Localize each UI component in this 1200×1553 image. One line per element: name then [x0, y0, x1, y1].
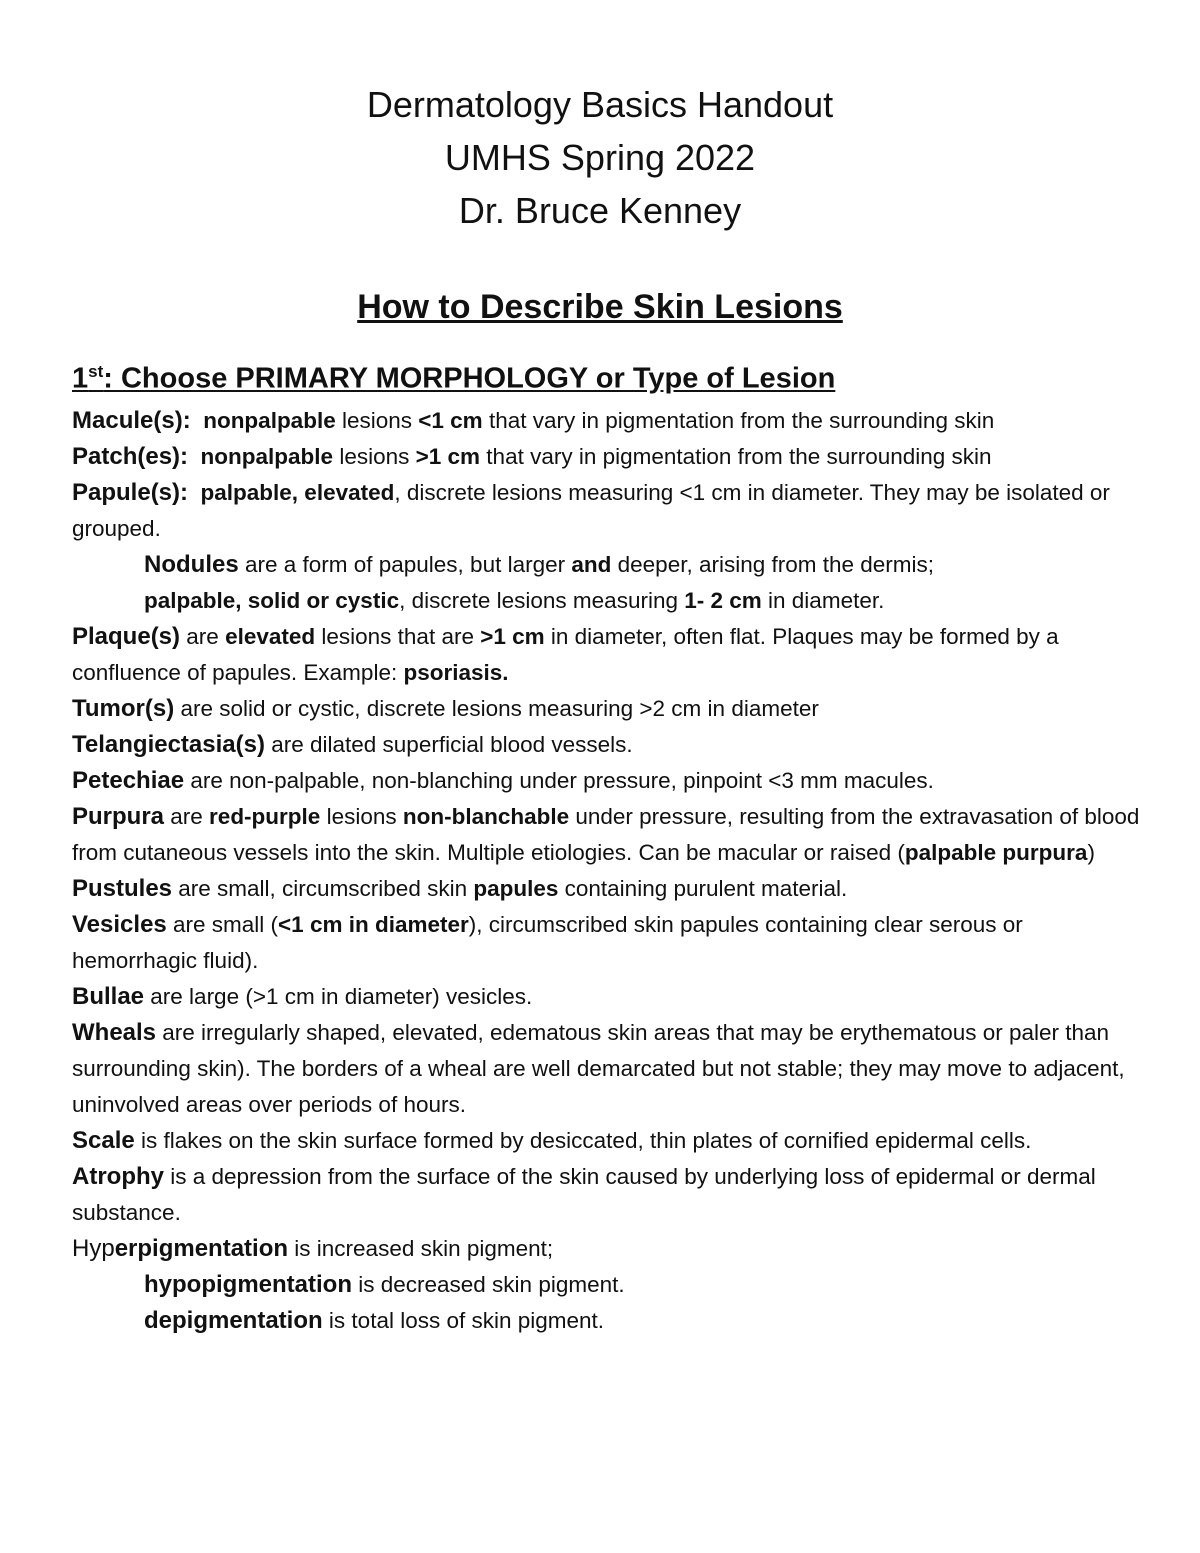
entry-scale — [72, 1123, 1142, 1159]
entry-bullae — [72, 979, 1142, 1015]
term: Scale — [72, 1127, 135, 1154]
emphasis: palpable, elevated — [200, 480, 395, 505]
entry-petechiae — [72, 763, 1142, 799]
text: are a form of papules, but larger — [238, 552, 572, 577]
text: that vary in pigmentation from the surrounding skin — [482, 408, 995, 433]
term: Telangiectasia(s) — [72, 731, 265, 758]
text: ) — [1087, 840, 1095, 865]
term: Vesicles — [72, 911, 167, 938]
entry-papule — [72, 475, 1142, 547]
section-ordinal: 1 — [72, 362, 89, 395]
text: deeper, arising from the dermis; — [611, 552, 935, 577]
emphasis: red-purple — [209, 804, 321, 829]
term: Petechiae — [72, 767, 185, 794]
emphasis: >1 cm — [415, 444, 481, 469]
term: Purpura — [72, 803, 165, 830]
entry-wheals — [72, 1015, 1142, 1123]
emphasis: papules — [473, 876, 559, 901]
emphasis: and — [571, 552, 612, 577]
term: Papule(s): — [72, 479, 189, 506]
text: are non-palpable, non-blanching under pressure, pinpoint <3 mm macules. — [184, 768, 934, 793]
text: under pressure, resulting from the extravasation of blood from cutaneous vessels into the skin. Multiple etiologies. Can be macular or raised ( — [72, 804, 1140, 865]
term: Tumor(s) — [72, 695, 175, 722]
term: Atrophy — [72, 1163, 164, 1190]
entry-plaque — [72, 619, 1142, 691]
text: lesions that are — [315, 624, 481, 649]
emphasis: elevated — [225, 624, 316, 649]
term: Nodules — [144, 551, 239, 578]
text: ), circumscribed skin papules containing clear serous or hemorrhagic fluid). — [72, 912, 1023, 973]
term: hypopigmentation — [144, 1271, 352, 1298]
term-prefix: Hyp — [72, 1235, 115, 1262]
section-heading — [72, 362, 835, 396]
emphasis: <1 cm in diameter — [278, 912, 469, 937]
entry-nodules-detail — [72, 583, 1142, 619]
term: erpigmentation — [114, 1235, 289, 1262]
emphasis: nonpalpable — [203, 408, 336, 433]
text: are — [180, 624, 226, 649]
text: lesions — [335, 408, 419, 433]
header-term: UMHS Spring 2022 — [444, 137, 756, 178]
entry-atrophy — [72, 1159, 1142, 1231]
header-title: Dermatology Basics Handout — [366, 84, 834, 125]
text: , discrete lesions measuring <1 cm in diameter. They may be isolated or grouped. — [72, 480, 1110, 541]
emphasis: palpable purpura — [904, 840, 1088, 865]
text: is total loss of skin pigment. — [322, 1308, 605, 1333]
text: is a depression from the surface of the skin caused by underlying loss of epidermal or dermal substance. — [72, 1164, 1096, 1225]
entry-telangiectasia — [72, 727, 1142, 763]
section-heading-text: : Choose PRIMARY MORPHOLOGY or Type of Lesion — [103, 362, 836, 395]
term: Macule(s): — [72, 407, 191, 434]
text: lesions — [320, 804, 403, 829]
entry-depigmentation — [72, 1303, 1142, 1339]
definitions-list — [72, 403, 1142, 1339]
emphasis: psoriasis. — [403, 660, 509, 685]
text: are small ( — [166, 912, 279, 937]
term: Patch(es): — [72, 443, 189, 470]
entry-pustules — [72, 871, 1142, 907]
text: containing purulent material. — [558, 876, 848, 901]
term: Pustules — [72, 875, 173, 902]
text: in diameter. — [761, 588, 885, 613]
emphasis: 1- 2 cm — [684, 588, 762, 613]
text: are small, circumscribed skin — [172, 876, 474, 901]
section-ordinal-suffix: st — [88, 362, 104, 381]
emphasis: >1 cm — [480, 624, 545, 649]
text: is flakes on the skin surface formed by desiccated, thin plates of cornified epidermal cells. — [134, 1128, 1032, 1153]
term: Wheals — [72, 1019, 157, 1046]
text: lesions — [333, 444, 416, 469]
emphasis: <1 cm — [418, 408, 483, 433]
emphasis: non-blanchable — [402, 804, 570, 829]
header-author: Dr. Bruce Kenney — [458, 190, 742, 231]
entry-macule — [72, 403, 1142, 439]
text: in diameter, often flat. Plaques may be formed by a confluence of papules. Example: — [72, 624, 1059, 685]
emphasis: nonpalpable — [200, 444, 334, 469]
entry-hypopigmentation — [72, 1267, 1142, 1303]
entry-nodules — [72, 547, 1142, 583]
emphasis: palpable, solid or cystic — [144, 588, 400, 613]
entry-tumor — [72, 691, 1142, 727]
term: Plaque(s) — [72, 623, 181, 650]
text: is decreased skin pigment. — [351, 1272, 625, 1297]
entry-purpura — [72, 799, 1142, 871]
text: are irregularly shaped, elevated, edematous skin areas that may be erythematous or paler than surrounding skin). The borders of a wheal are well demarcated but not stable; they may move to adjacent, uninvolved areas over periods of hours. — [72, 1020, 1125, 1117]
text: is increased skin pigment; — [288, 1236, 554, 1261]
text: that vary in pigmentation from the surrounding skin — [480, 444, 992, 469]
entry-hyperpigmentation — [72, 1231, 1142, 1267]
entry-vesicles — [72, 907, 1142, 979]
term: depigmentation — [144, 1307, 323, 1334]
text: , discrete lesions measuring — [399, 588, 685, 613]
document-header — [0, 78, 1200, 237]
text: are solid or cystic, discrete lesions measuring >2 cm in diameter — [174, 696, 819, 721]
entry-patch — [72, 439, 1142, 475]
text: are large (>1 cm in diameter) vesicles. — [144, 984, 533, 1009]
page-title: How to Describe Skin Lesions — [357, 288, 843, 326]
term: Bullae — [72, 983, 145, 1010]
text: are dilated superficial blood vessels. — [264, 732, 633, 757]
text: are — [164, 804, 210, 829]
